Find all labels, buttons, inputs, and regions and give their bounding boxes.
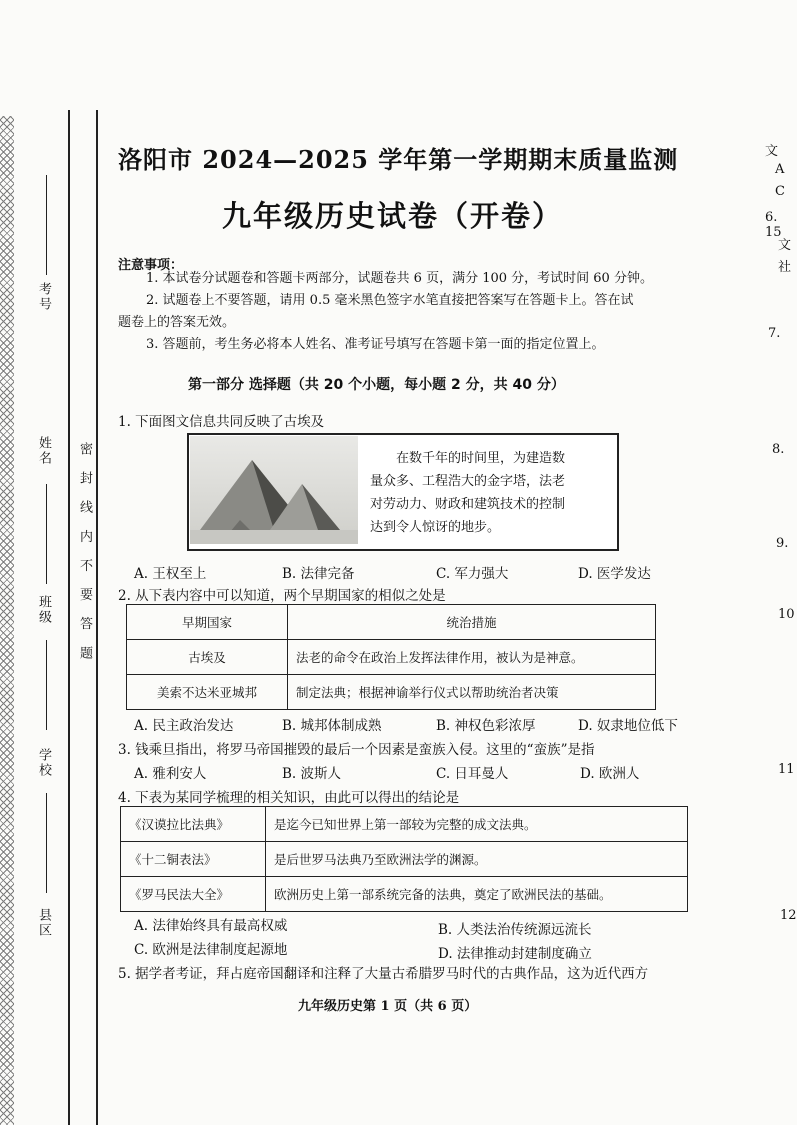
table-cell: 欧洲历史上第一部系统完备的法典，奠定了欧洲民法的基础。 — [266, 877, 688, 912]
q4-option-a[interactable]: A. 法律始终具有最高权威 — [134, 918, 288, 934]
section-1-title: 第一部分 选择题（共 20 个小题，每小题 2 分，共 40 分） — [188, 377, 565, 393]
right-edge-fragment: 文 — [778, 238, 792, 253]
right-edge-fragment: C — [775, 184, 785, 199]
table-row — [121, 842, 688, 877]
table-cell: 是迄今已知世界上第一部较为完整的成文法典。 — [266, 807, 688, 842]
q2-stem: 2. 从下表内容中可以知道，两个早期国家的相似之处是 — [118, 588, 446, 604]
note-item-2b: 题卷上的答案无效。 — [118, 315, 236, 330]
table-row — [127, 640, 656, 675]
q2-option-b[interactable]: B. 城邦体制成熟 — [282, 718, 382, 734]
name-label: 姓名 — [36, 436, 51, 466]
right-edge-fragment: 6. 15 — [765, 210, 782, 240]
table-row — [127, 675, 656, 710]
table-cell: 《罗马民法大全》 — [121, 877, 266, 912]
q1-option-b[interactable]: B. 法律完备 — [282, 566, 355, 582]
q4-option-d[interactable]: D. 法律推动封建制度确立 — [438, 946, 592, 962]
q3-option-a[interactable]: A. 雅利安人 — [134, 766, 207, 782]
class-label: 班级 — [36, 595, 51, 625]
table-cell: 是后世罗马法典乃至欧洲法学的渊源。 — [266, 842, 688, 877]
q2-option-d[interactable]: D. 奴隶地位低下 — [578, 718, 678, 734]
binding-line-inner — [96, 110, 98, 1125]
exam-title: 洛阳市 2024—2025 学年第一学期期末质量监测 — [118, 145, 679, 174]
table-cell: 法老的命令在政治上发挥法律作用，被认为是神意。 — [288, 640, 656, 675]
right-edge-fragment: A — [775, 162, 785, 177]
table-header: 早期国家 — [127, 605, 288, 640]
right-edge-fragment: 10 — [778, 607, 795, 622]
table-row — [127, 605, 656, 640]
table-cell: 美索不达米亚城邦 — [127, 675, 288, 710]
district-label: 县区 — [36, 908, 51, 938]
q4-option-b[interactable]: B. 人类法治传统源远流长 — [438, 922, 592, 938]
q1-option-a[interactable]: A. 王权至上 — [134, 566, 207, 582]
seal-line-text: 密 封 线 内 不 要 答 题 — [77, 442, 92, 665]
exam-no-label: 考号 — [36, 282, 51, 312]
table-header: 统治措施 — [288, 605, 656, 640]
exam-subtitle: 九年级历史试卷（开卷） — [222, 199, 564, 233]
school-fill-line — [46, 793, 47, 893]
q1-passage-line: 在数千年的时间里，为建造数 — [396, 451, 566, 466]
q5-stem: 5. 据学者考证，拜占庭帝国翻译和注释了大量古希腊罗马时代的古典作品，这为近代西方 — [118, 966, 649, 982]
q4-stem: 4. 下表为某同学梳理的相关知识，由此可以得出的结论是 — [118, 790, 460, 806]
page-footer: 九年级历史第 1 页（共 6 页） — [298, 999, 478, 1014]
q3-stem: 3. 钱乘旦指出，将罗马帝国摧毁的最后一个因素是蛮族入侵。这里的“蛮族”是指 — [118, 742, 595, 758]
right-edge-fragment: 11 — [778, 762, 795, 777]
class-fill-line — [46, 640, 47, 730]
name-fill-line — [46, 484, 47, 584]
note-item-3: 3. 答题前，考生务必将本人姓名、准考证号填写在答题卡第一面的指定位置上。 — [146, 337, 605, 352]
school-label: 学校 — [36, 748, 51, 778]
q1-option-d[interactable]: D. 医学发达 — [578, 566, 651, 582]
q4-option-c[interactable]: C. 欧洲是法律制度起源地 — [134, 942, 288, 958]
table-cell: 古埃及 — [127, 640, 288, 675]
exam-no-fill-line — [46, 175, 47, 275]
binding-hatch — [0, 116, 14, 1125]
right-edge-fragment: 9. — [776, 536, 789, 551]
right-edge-fragment: 社 — [778, 260, 792, 275]
q1-passage-line: 量众多、工程浩大的金字塔，法老 — [370, 474, 566, 489]
q1-stem: 1. 下面图文信息共同反映了古埃及 — [118, 414, 325, 430]
q2-table — [126, 604, 656, 710]
table-row — [121, 877, 688, 912]
q3-option-c[interactable]: C. 日耳曼人 — [436, 766, 509, 782]
table-cell: 《汉谟拉比法典》 — [121, 807, 266, 842]
note-item-2a: 2. 试题卷上不要答题，请用 0.5 毫米黑色签字水笔直接把答案写在答题卡上。答在试 — [146, 293, 634, 308]
q1-option-c[interactable]: C. 军力强大 — [436, 566, 509, 582]
note-item-1: 1. 本试卷分试题卷和答题卡两部分，试题卷共 6 页，满分 100 分，考试时间 60 分钟。 — [146, 271, 653, 286]
right-edge-fragment: 文 — [765, 144, 779, 159]
q3-option-d[interactable]: D. 欧洲人 — [580, 766, 640, 782]
table-cell: 《十二铜表法》 — [121, 842, 266, 877]
right-edge-fragment: 8. — [772, 442, 785, 457]
table-cell: 制定法典；根据神谕举行仪式以帮助统治者决策 — [288, 675, 656, 710]
q1-passage-line: 对劳动力、财政和建筑技术的控制 — [370, 497, 566, 512]
pyramid-image — [190, 436, 358, 544]
q2-option-c[interactable]: B. 神权色彩浓厚 — [436, 718, 536, 734]
notes-heading: 注意事项： — [118, 258, 184, 273]
right-edge-fragment: 12 — [780, 908, 797, 923]
table-row — [121, 807, 688, 842]
binding-line-outer — [68, 110, 70, 1125]
right-edge-fragment: 7. — [768, 326, 781, 341]
q2-option-a[interactable]: A. 民主政治发达 — [134, 718, 234, 734]
q3-option-b[interactable]: B. 波斯人 — [282, 766, 342, 782]
q1-passage-line: 达到令人惊讶的地步。 — [370, 520, 501, 535]
q4-table — [120, 806, 688, 912]
q1-passage — [370, 447, 606, 539]
